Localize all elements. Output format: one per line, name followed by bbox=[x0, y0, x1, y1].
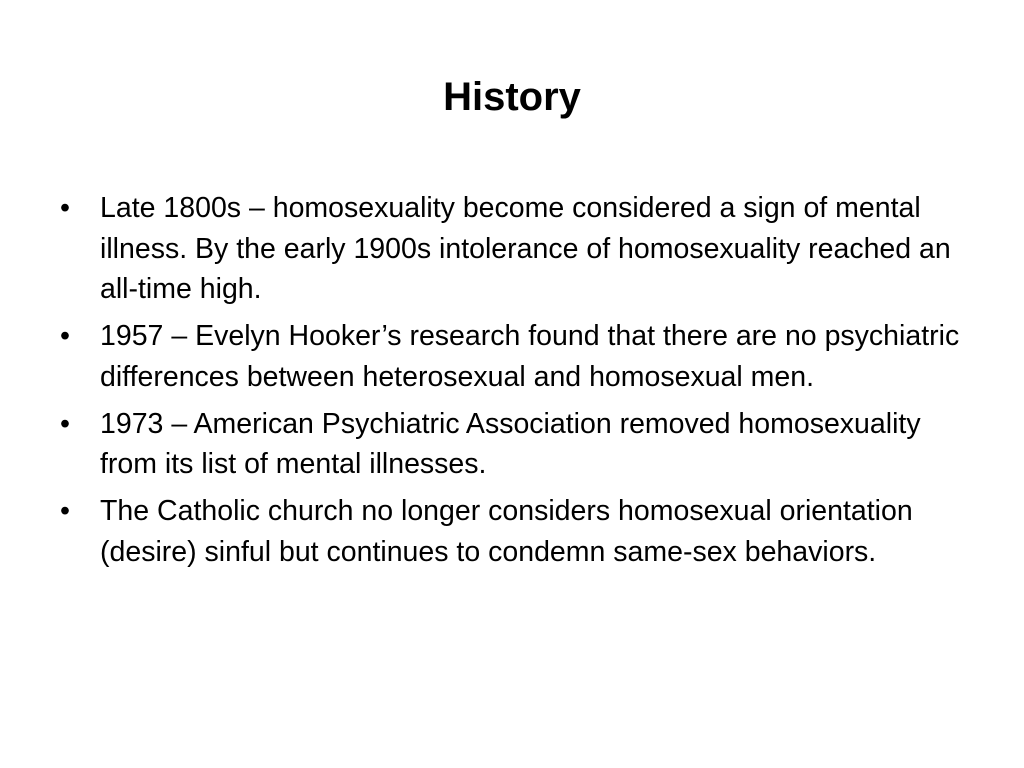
slide-title: History bbox=[443, 75, 581, 119]
bullet-text: The Catholic church no longer considers homosexual orientation (desire) sinful but continues to condemn same-sex behaviors. bbox=[100, 495, 913, 568]
bullet-text: Late 1800s – homosexuality become considered a sign of mental illness. By the early 1900s intolerance of homosexuality reached an all-time high. bbox=[100, 192, 951, 305]
bullet-list bbox=[60, 188, 970, 579]
bullet-item-1957 bbox=[60, 316, 970, 397]
bullet-icon: • bbox=[60, 495, 70, 527]
bullet-item-1973 bbox=[60, 404, 970, 485]
bullet-icon: • bbox=[60, 320, 70, 352]
bullet-icon: • bbox=[60, 407, 70, 440]
bullet-item-late-1800s bbox=[60, 188, 970, 310]
bullet-item-catholic-church bbox=[60, 491, 970, 572]
bullet-text: 1957 – Evelyn Hooker’s research found that there are no psychiatric differences between heterosexual and homosexual men. bbox=[100, 320, 960, 393]
bullet-icon: • bbox=[60, 192, 70, 224]
bullet-text: 1973 – American Psychiatric Association removed homosexuality from its list of mental illnesses. bbox=[100, 407, 921, 480]
